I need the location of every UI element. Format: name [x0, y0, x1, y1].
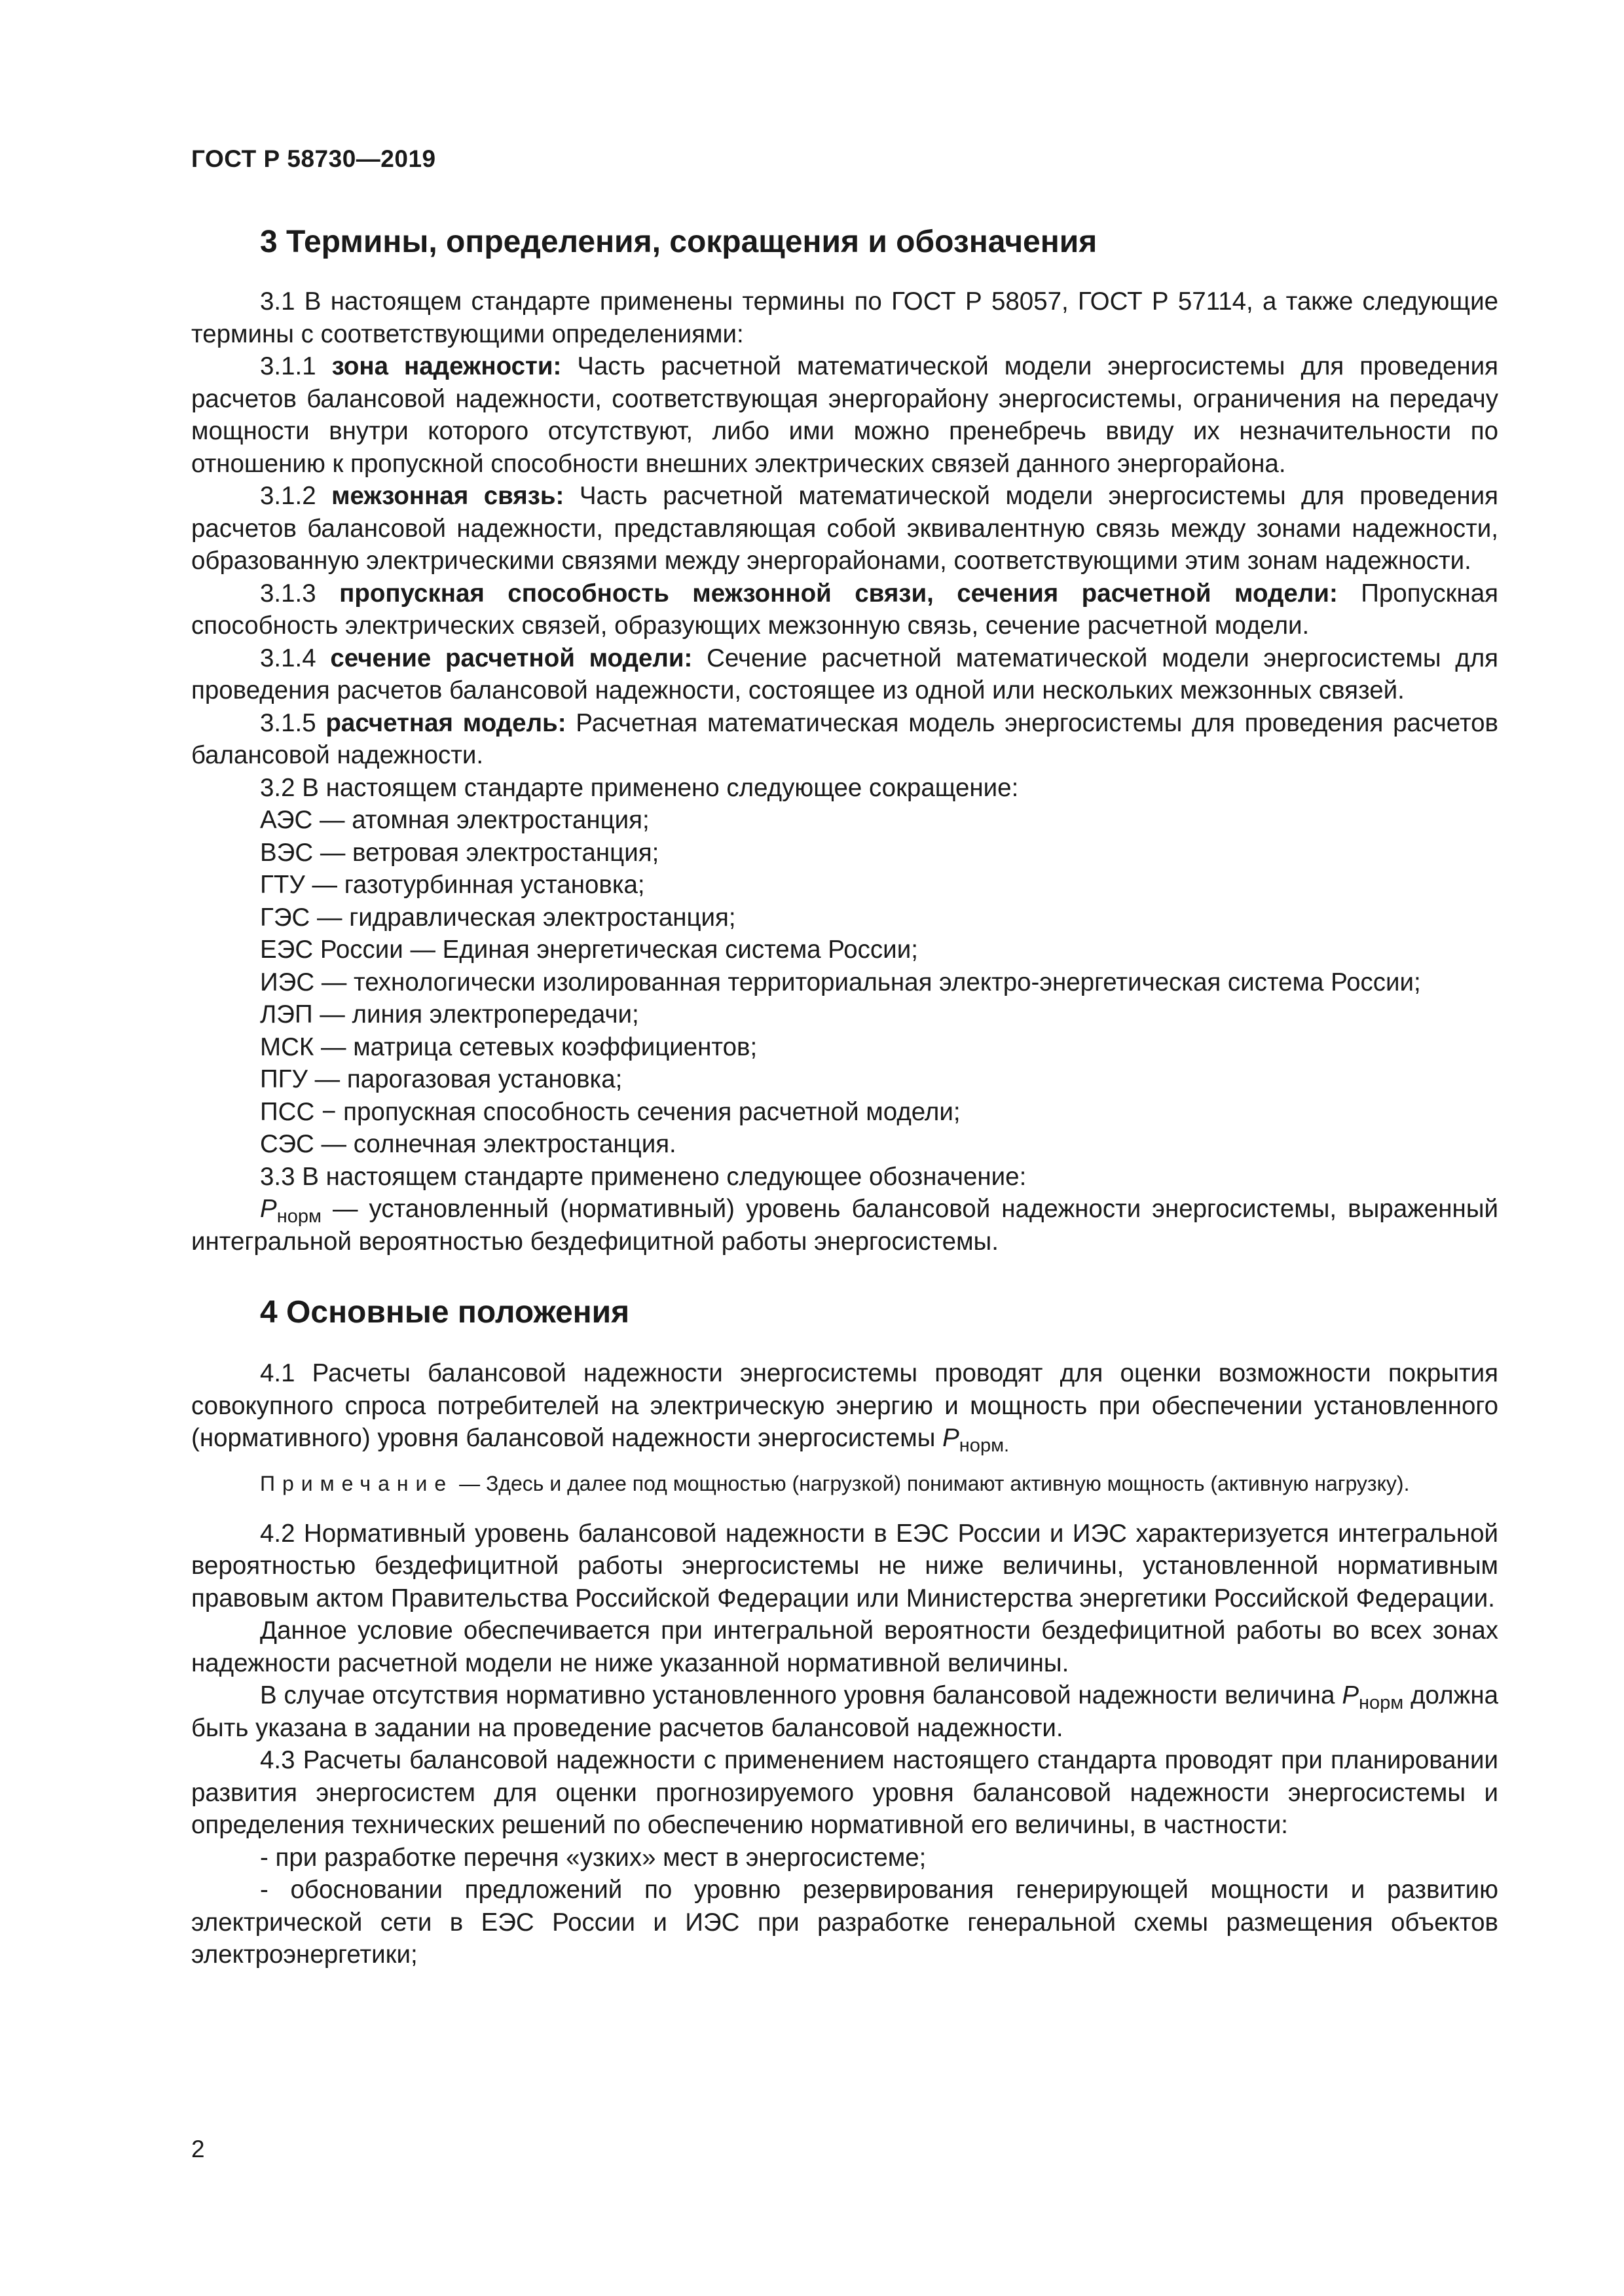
paragraph-3-2: 3.2 В настоящем стандарте применено следующее сокращение: [260, 773, 1019, 802]
term-name: межзонная связь: [331, 482, 564, 510]
term-3-1-5 [191, 707, 1498, 772]
paragraph-4-2c [191, 1679, 1498, 1744]
term-definition: Сечение расчетной математической модели энергосистемы для проведения расчетов балансовой надежности, состоящее из одной или нескольких межзонных связей. [191, 644, 1499, 704]
symbol-letter: P [1342, 1681, 1359, 1709]
term-name: пропускная способность межзонной связи, сечения расчетной модели: [339, 579, 1338, 608]
term-definition: Часть расчетной математической модели энергосистемы для проведения расчетов балансовой надежности, соответствующая энергорайону энергосистемы, ограничения на передачу мощности внутри которого отсутствуют, либо ими можно пренебречь ввиду их незначительности по отношению к пропускной способности внешних электрических связей данного энергорайона. [191, 352, 1499, 478]
symbol-subscript: норм [276, 1206, 322, 1227]
abbreviation-item: ПГУ — парогазовая установка; [260, 1065, 623, 1093]
section-3-title: 3 Термины, определения, сокращения и обозначения [260, 225, 1098, 259]
paragraph-4-2: 4.2 Нормативный уровень балансовой надежности в ЕЭС России и ИЭС характеризуется интегральной вероятностью бездефицитной работы энергосистемы не ниже величины, установленной нормативным правовым актом Правительства Российской Федерации или Министерства энергетики Российской Федерации. [191, 1519, 1498, 1613]
paragraph-3-3: 3.3 В настоящем стандарте применено следующее обозначение: [260, 1162, 1027, 1191]
abbreviation-item: ИЭС — технологически изолированная территориальная электро-энергетическая система России; [260, 968, 1421, 996]
term-number: 3.1.3 [260, 579, 340, 608]
abbreviation-item: ЛЭП — линия электропередачи; [260, 1000, 639, 1029]
term-3-1-4 [191, 642, 1498, 707]
note-label: Примечание [260, 1471, 454, 1495]
abbreviation-item: ГЭС — гидравлическая электростанция; [260, 903, 736, 932]
document-code: ГОСТ Р 58730—2019 [191, 145, 436, 172]
term-number: 3.1.2 [260, 482, 332, 510]
abbreviation-item: ЕЭС России — Единая энергетическая система России; [260, 936, 918, 964]
term-definition: Часть расчетной математической модели энергосистемы для проведения расчетов балансовой надежности, представляющая собой эквивалентную связь между зонами надежности, образованную электрическими связями между энергорайонами, соответствующими этим зонам надежности. [191, 482, 1499, 575]
symbol-letter: P [942, 1424, 959, 1452]
paragraph-text: В случае отсутствия нормативно установленного уровня балансовой надежности величина [260, 1681, 1342, 1709]
term-number: 3.1.5 [260, 708, 326, 737]
symbol-subscript: норм. [959, 1435, 1010, 1456]
term-3-1-1 [191, 350, 1498, 480]
note [191, 1469, 1498, 1498]
abbreviation-item: ВЭС — ветровая электростанция; [260, 838, 659, 867]
term-name: сечение расчетной модели: [330, 644, 693, 672]
paragraph-4-2b: Данное условие обеспечивается при интегральной вероятности бездефицитной работы во всех зонах надежности расчетной модели не ниже указанной нормативной величины. [191, 1616, 1498, 1677]
note-text: — Здесь и далее под мощностью (нагрузкой) понимают активную мощность (активную нагрузку). [453, 1471, 1410, 1495]
term-3-1-3 [191, 577, 1498, 642]
term-number: 3.1.4 [260, 644, 331, 672]
page-content [191, 223, 1498, 1971]
abbreviation-item: СЭС — солнечная электростанция. [260, 1130, 676, 1158]
abbreviation-list [191, 804, 1498, 1161]
abbreviation-item: МСК — матрица сетевых коэффициентов; [260, 1032, 758, 1061]
paragraph-4-1 [191, 1357, 1498, 1455]
symbol-text: — установленный (нормативный) уровень балансовой надежности энергосистемы, выраженный интегральной вероятностью бездефицитной работы энергосистемы. [191, 1195, 1498, 1256]
abbreviation-item: ПСС − пропускная способность сечения расчетной модели; [260, 1097, 961, 1126]
term-definition: Расчетная математическая модель энергосистемы для проведения расчетов балансовой надежности. [191, 708, 1499, 769]
paragraph-4-3: 4.3 Расчеты балансовой надежности с применением настоящего стандарта проводят при планировании развития энергосистем для оценки прогнозируемого уровня балансовой надежности энергосистемы и определения технических решений по обеспечению нормативной его величины, в частности: [191, 1746, 1498, 1839]
list-item: - обосновании предложений по уровню резервирования генерирующей мощности и развитию электрической сети в ЕЭС России и ИЭС при разработке генеральной схемы размещения объектов электроэнергетики; [191, 1876, 1498, 1969]
abbreviation-item: АЭС — атомная электростанция; [260, 806, 650, 834]
term-3-1-2 [191, 480, 1498, 577]
section-4-title: 4 Основные положения [260, 1295, 630, 1330]
symbol-definition [191, 1193, 1498, 1258]
page-number: 2 [191, 2136, 205, 2162]
symbol-subscript: норм [1359, 1692, 1404, 1713]
term-name: расчетная модель: [325, 708, 566, 737]
term-definition: Пропускная способность электрических связей, образующих межзонную связь, сечение расчетной модели. [191, 579, 1498, 640]
abbreviation-item: ГТУ — газотурбинная установка; [260, 871, 645, 899]
list-item: - при разработке перечня «узких» мест в энергосистеме; [260, 1843, 927, 1872]
term-name: зона надежности: [331, 352, 562, 380]
term-number: 3.1.1 [260, 352, 332, 380]
paragraph-text: 4.1 Расчеты балансовой надежности энергосистемы проводят для оценки возможности покрытия совокупного спроса потребителей на электрическую энергию и мощность при обеспечении установленного (нормативного) уровня балансовой надежности энергосистемы [191, 1359, 1498, 1452]
symbol-letter: P [260, 1195, 277, 1223]
paragraph-text: должна быть указана в задании на проведение расчетов балансовой надежности. [191, 1681, 1498, 1742]
paragraph-3-1: 3.1 В настоящем стандарте применены термины по ГОСТ Р 58057, ГОСТ Р 57114, а также следующие термины с соответствующими определениями: [191, 287, 1498, 348]
